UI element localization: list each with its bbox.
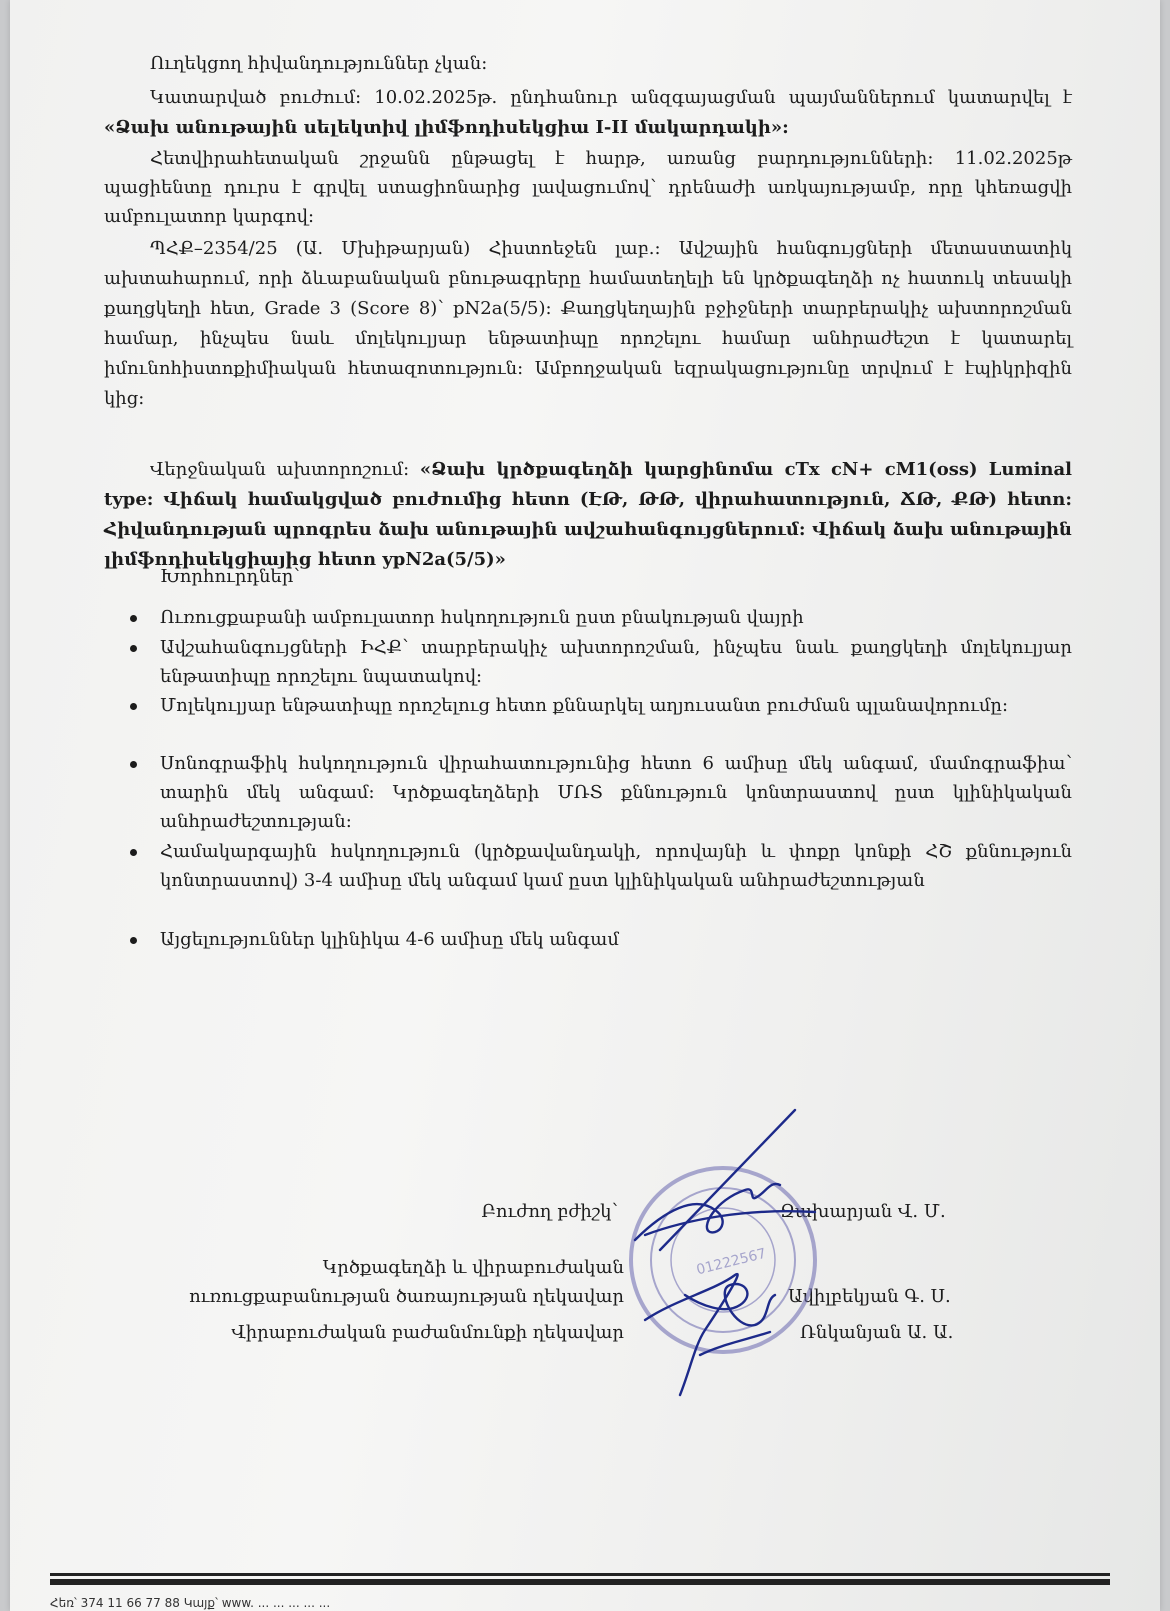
attending-physician-name: Զախարյան Վ. Մ.: [780, 1201, 946, 1222]
list-item: Սոնոգրաֆիկ հսկողություն վիրահատությունից հետո 6 ամիսը մեկ անգամ, մամոգրաֆիա՝ տարին մեկ անգամ: Կրծքագեղձերի ՄՌՏ քննություն կոնտրաստով ըստ կլինիկական անհրաժեշտության:: [160, 753, 1072, 832]
postoperative-paragraph: Հետվիրահետական շրջանն ընթացել է հարթ, առանց բարդությունների: 11.02.2025թ պացիենտը դուրս է գրվել ստացիոնարից լավացումով՝ դրենաժի առկայությամբ, որը կհեռացվի ամբուլատոր կարգով:: [104, 148, 1072, 227]
round-stamp: [631, 1168, 815, 1352]
bullet-icon: [130, 645, 137, 652]
footer-contacts: Հեռ՝ 374 11 66 77 88 Կայք՝ www. ... ... ... ... ...: [50, 1596, 331, 1610]
list-item: Մոլեկուլյար ենթատիպը որոշելուց հետո քննարկել աղյուսանտ բուժման պլանավորումը:: [160, 695, 1009, 716]
bullet-icon: [130, 703, 137, 710]
document-page: [10, 0, 1160, 1611]
bullet-icon: [130, 761, 137, 768]
final-diagnosis-text: «Ձախ կրծքագեղձի կարցինոմա cTx cN+ cM1(oss) Luminal type: Վիճակ համակցված բուժումից հետո (ԷԹ, ԹԹ, վիրահատություն, ՃԹ, ՔԹ) հետո: Հիվանդության պրոգրես ձախ անութային ավշահանգույցներում: Վիճակ ձախ անութային լիմֆոդիսեկցիայից հետո ypN2a(5/5)»: [104, 459, 1072, 570]
bullet-icon: [130, 615, 137, 622]
service-head-name: Ավիլբեկյան Գ. Ս.: [788, 1286, 951, 1307]
final-diagnosis-label: Վերջնական ախտորոշում:: [150, 459, 420, 480]
list-item: Այցելություններ կլինիկա 4-6 ամիսը մեկ անգամ: [160, 929, 619, 950]
signature-2: [645, 1274, 775, 1395]
attending-physician-label: Բուժող բժիշկ՝: [481, 1201, 618, 1222]
service-head-label-line2: ուռուցքաբանության ծառայության ղեկավար: [189, 1286, 624, 1307]
list-item: Ուռուցքաբանի ամբուլատոր հսկողություն ըստ բնակության վայրի: [160, 607, 804, 628]
comorbidities-line: Ուղեկցող հիվանդություններ չկան:: [150, 53, 488, 74]
footer-rule-bottom: [50, 1579, 1110, 1585]
treatment-line-2: «Ձախ անութային սելեկտիվ լիմֆոդիսեկցիա I-II մակարդակի»:: [104, 117, 789, 138]
bullet-icon: [130, 937, 137, 944]
treatment-line-1: Կատարված բուժում: 10.02.2025թ. ընդհանուր անզգայացման պայմաններում կատարվել է: [150, 87, 1072, 108]
list-item: Ավշահանգույցների ԻՀՔ՝ տարբերակիչ ախտորոշման, ինչպես նաև քաղցկեղի մոլեկուլյար ենթատիպը որոշելու նպատակով:: [160, 637, 1072, 687]
stamp-number: 01222567: [694, 1245, 768, 1279]
stamp-and-signatures: [605, 1100, 845, 1420]
final-diagnosis-paragraph: [104, 455, 1072, 575]
department-head-name: Ռնկանյան Ա. Ա.: [800, 1322, 954, 1343]
service-head-label-line1: Կրծքագեղձի և վիրաբուժական: [322, 1257, 624, 1278]
bullet-icon: [130, 849, 137, 856]
pathology-paragraph: ՊՀՔ–2354/25 (Ա. Մխիթարյան) Հիստոեջեն լաբ.: Ավշային հանգույցների մետաստատիկ ախտահարում, որի ձևաբանական բնութագրերը համատեղելի են կրծքագեղձի ոչ հատուկ տեսակի քաղցկեղի հետ, Grade 3 (Score 8)՝ pN2a(5/5): Քաղցկեղային բջիջների տարբերակիչ ախտորոշման համար, ինչպես նաև մոլեկուլյար ենթատիպը որոշելու համար անհրաժեշտ է կատարել իմունոհիստոքիմիական հետազոտություն: Ամբողջական եզրակացությունը տրվում է էպիկրիզին կից:: [104, 238, 1072, 409]
recommendations-title: Խորհուրդներ՝: [160, 566, 300, 587]
list-item: Համակարգային հսկողություն (կրծքավանդակի, որովայնի և փոքր կոնքի ՀՇ քննություն կոնտրաստով) 3-4 ամիսը մեկ անգամ կամ ըստ կլինիկական անհրաժեշտության: [160, 841, 1072, 891]
footer-rule-top: [50, 1573, 1110, 1576]
department-head-label: Վիրաբուժական բաժանմունքի ղեկավար: [231, 1322, 624, 1343]
